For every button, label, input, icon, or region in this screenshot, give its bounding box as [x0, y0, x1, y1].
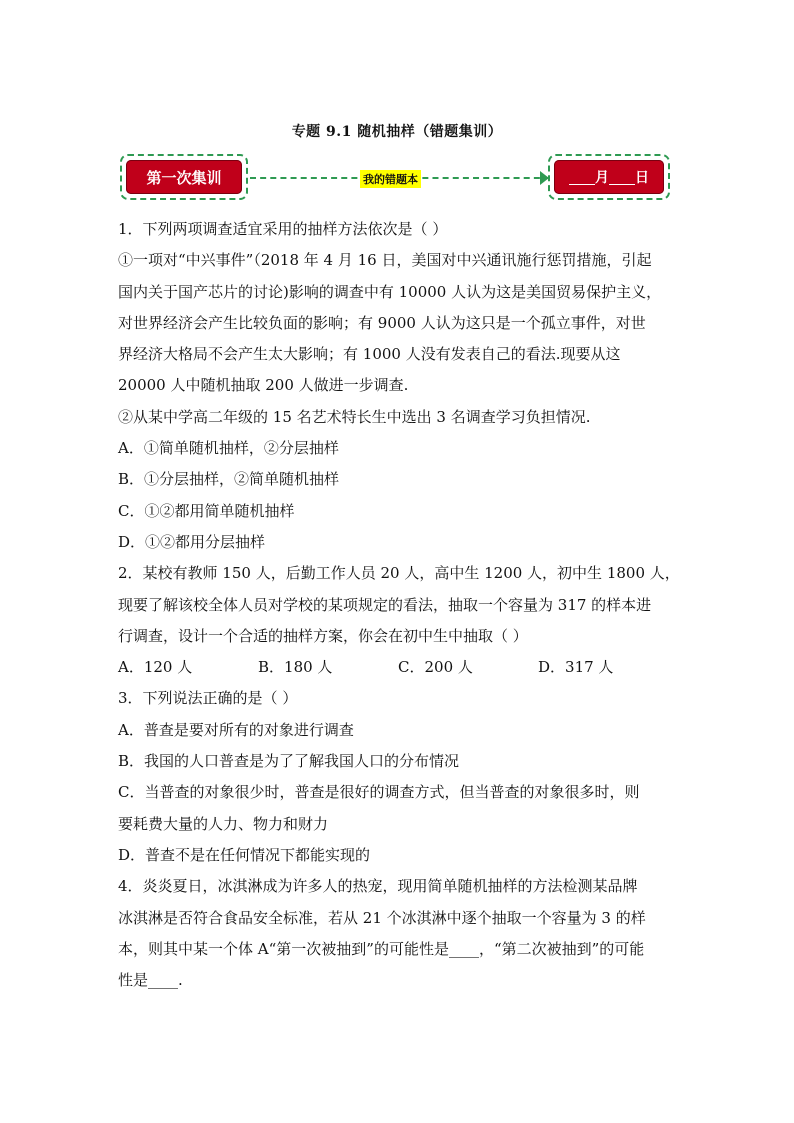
page-title: 专题 9.1 随机抽样（错题集训）: [291, 124, 503, 140]
q2-options-row: [118, 652, 690, 683]
text-line: 1．下列两项调查适宜采用的抽样方法依次是（ ）: [118, 220, 448, 238]
option-line: 要耗费大量的人力、物力和财力: [118, 814, 329, 833]
option-line: D．①②都用分层抽样: [118, 532, 266, 551]
option-line: B．①分层抽样，②简单随机抽样: [118, 470, 340, 489]
session-box: [120, 154, 248, 200]
text-line: 4．炎炎夏日，冰淇淋成为许多人的热宠，现用简单随机抽样的方法检测某品牌: [118, 877, 638, 896]
q2-option-a: A．120 人: [118, 658, 193, 677]
session-label: 第一次集训: [126, 160, 242, 194]
text-line: 现要了解该校全体人员对学校的某项规定的看法，抽取一个容量为 317 的样本进: [118, 595, 652, 614]
mistake-notebook-banner: [120, 154, 670, 202]
month-blank: [569, 170, 595, 185]
text-line: 界经济大格局不会产生太大影响；有 1000 人没有发表自己的看法.现要从这: [118, 345, 621, 364]
option-line: A．普查是要对所有的对象进行调查: [118, 720, 354, 739]
option-line: C．当普查的对象很少时，普查是很好的调查方式，但当普查的对象很多时，则: [118, 783, 640, 802]
date-box: [548, 154, 670, 200]
date-field: [554, 160, 664, 194]
text-line: 行调查，设计一个合适的抽样方案，你会在初中生中抽取（ ）: [118, 626, 528, 645]
text-line: ②从某中学高二年级的 15 名艺术特长生中选出 3 名调查学习负担情况.: [118, 407, 591, 426]
text-line: 性是____.: [118, 971, 183, 990]
text-line: ①一项对“中兴事件”（2018 年 4 月 16 日，美国对中兴通讯施行惩罚措施，引起: [118, 251, 652, 270]
q2-option-d: D．317 人: [538, 658, 614, 677]
text-line: 2．某校有教师 150 人，后勤工作人员 20 人，高中生 1200 人，初中生 1800 人，: [118, 564, 680, 583]
option-line: B．我国的人口普查是为了了解我国人口的分布情况: [118, 752, 460, 771]
text-line: 3．下列说法正确的是（ ）: [118, 689, 298, 708]
option-line: C．①②都用简单随机抽样: [118, 501, 295, 520]
q2-option-b: B．180 人: [258, 658, 333, 677]
text-line: 国内关于国产芯片的讨论)影响的调查中有 10000 人认为这是美国贸易保护主义，: [118, 282, 662, 301]
text-line: 冰淇淋是否符合食品安全标准，若从 21 个冰淇淋中逐个抽取一个容量为 3 的样: [118, 908, 646, 927]
notebook-label: 我的错题本: [360, 170, 421, 188]
text-line: 20000 人中随机抽取 200 人做进一步调查.: [118, 376, 409, 395]
month-label: 月: [595, 170, 609, 186]
option-line: D．普查不是在任何情况下都能实现的: [118, 845, 371, 864]
day-blank: [609, 170, 635, 185]
text-line: 对世界经济会产生比较负面的影响；有 9000 人认为这只是一个孤立事件，对世: [118, 313, 646, 332]
text-line: 本，则其中某一个体 A“第一次被抽到”的可能性是____，“第二次被抽到”的可能: [118, 939, 645, 958]
question-content: [118, 214, 690, 996]
option-line: A．①简单随机抽样，②分层抽样: [118, 439, 339, 458]
q2-option-c: C．200 人: [398, 658, 473, 677]
day-label: 日: [635, 170, 649, 186]
